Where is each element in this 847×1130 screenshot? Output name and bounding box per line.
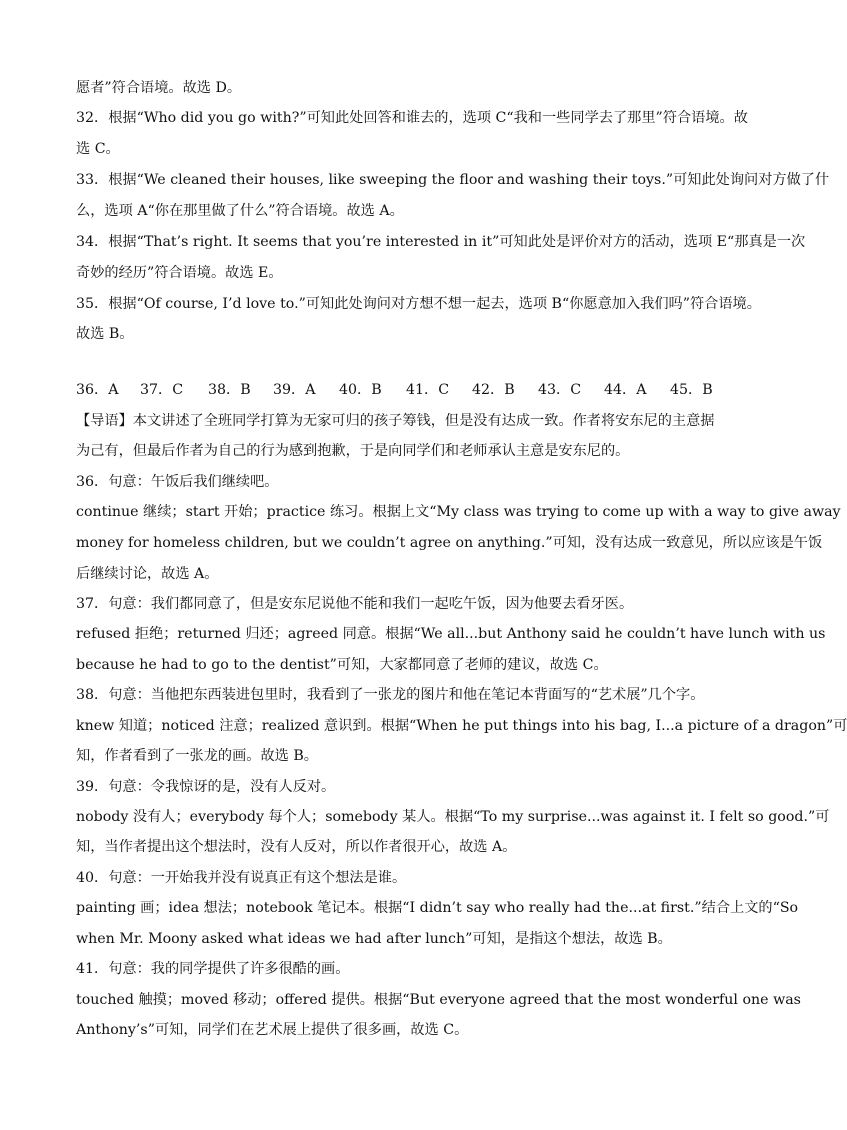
text-line: 知，当作者提出这个想法时，没有人反对，所以作者很开心，故选 A。	[76, 839, 517, 855]
text-line: 40．句意：一开始我并没有说真正有这个想法是谁。	[76, 870, 407, 886]
text-line: 奇妙的经历”符合语境。故选 E。	[76, 265, 283, 281]
answer-item: 43．C	[538, 382, 582, 398]
answer-item: 36．A	[76, 382, 119, 398]
text-line: 故选 B。	[76, 326, 134, 342]
text-line: 37．句意：我们都同意了，但是安东尼说他不能和我们一起吃午饭，因为他要去看牙医。	[76, 596, 634, 612]
text-line: 后继续讨论，故选 A。	[76, 566, 219, 582]
answer-item: 39．A	[273, 382, 316, 398]
text-line: touched 触摸；moved 移动；offered 提供。根据“But everyone agreed that the most wonderful one was	[76, 992, 801, 1008]
text-line: 为己有，但最后作者为自己的行为感到抱歉，于是向同学们和老师承认主意是安东尼的。	[76, 443, 630, 459]
answer-item: 42．B	[472, 382, 515, 398]
text-line: 知，作者看到了一张龙的画。故选 B。	[76, 748, 318, 764]
text-line: Anthony’s”可知，同学们在艺术展上提供了很多画，故选 C。	[76, 1022, 469, 1038]
text-line: 么，选项 A“你在那里做了什么”符合语境。故选 A。	[76, 203, 404, 219]
text-line: continue 继续；start 开始；practice 练习。根据上文“My class was trying to come up with a way to give away	[76, 504, 841, 520]
answer-item: 45．B	[670, 382, 713, 398]
text-line: nobody 没有人；everybody 每个人；somebody 某人。根据“To my surprise...was against it. I felt so good.”可	[76, 809, 830, 825]
text-line: 38．句意：当他把东西装进包里时，我看到了一张龙的图片和他在笔记本背面写的“艺术展”几个字。	[76, 687, 705, 703]
text-line: 39．句意：令我惊讶的是，没有人反对。	[76, 779, 336, 795]
text-line: painting 画；idea 想法；notebook 笔记本。根据“I didn’t say who really had the...at first.”结合上文的“So	[76, 900, 799, 916]
text-line: 36．句意：午饭后我们继续吧。	[76, 474, 279, 490]
answer-item: 41．C	[406, 382, 450, 398]
text-line: 愿者”符合语境。故选 D。	[76, 80, 242, 96]
text-line: 【导语】本文讲述了全班同学打算为无家可归的孩子筹钱，但是没有达成一致。作者将安东尼的主意据	[76, 413, 715, 429]
answer-item: 40．B	[339, 382, 382, 398]
answer-item: 37．C	[140, 382, 184, 398]
text-line: money for homeless children, but we couldn’t agree on anything.”可知，没有达成一致意见，所以应该是午饭	[76, 535, 823, 551]
text-line: 32．根据“Who did you go with?”可知此处回答和谁去的，选项 C“我和一些同学去了那里”符合语境。故	[76, 110, 748, 126]
text-line: refused 拒绝；returned 归还；agreed 同意。根据“We all...but Anthony said he couldn’t have lunch with us	[76, 626, 826, 642]
text-line: because he had to go to the dentist”可知，大家都同意了老师的建议，故选 C。	[76, 657, 608, 673]
text-line: 34．根据“That’s right. It seems that you’re interested in it”可知此处是评价对方的活动，选项 E“那真是一次	[76, 234, 806, 250]
answer-item: 38．B	[208, 382, 251, 398]
text-line: 33．根据“We cleaned their houses, like sweeping the floor and washing their toys.”可知此处询问对方做了什	[76, 172, 830, 188]
text-line: 41．句意：我的同学提供了许多很酷的画。	[76, 961, 350, 977]
answer-key-row	[76, 380, 736, 400]
text-line: 选 C。	[76, 141, 120, 157]
text-line: when Mr. Moony asked what ideas we had after lunch”可知，是指这个想法，故选 B。	[76, 931, 672, 947]
answer-item: 44．A	[604, 382, 647, 398]
text-line: 35．根据“Of course, I’d love to.”可知此处询问对方想不想一起去，选项 B“你愿意加入我们吗”符合语境。	[76, 296, 761, 312]
text-line: knew 知道；noticed 注意；realized 意识到。根据“When he put things into his bag, I...a picture of a dragon”可	[76, 718, 847, 734]
